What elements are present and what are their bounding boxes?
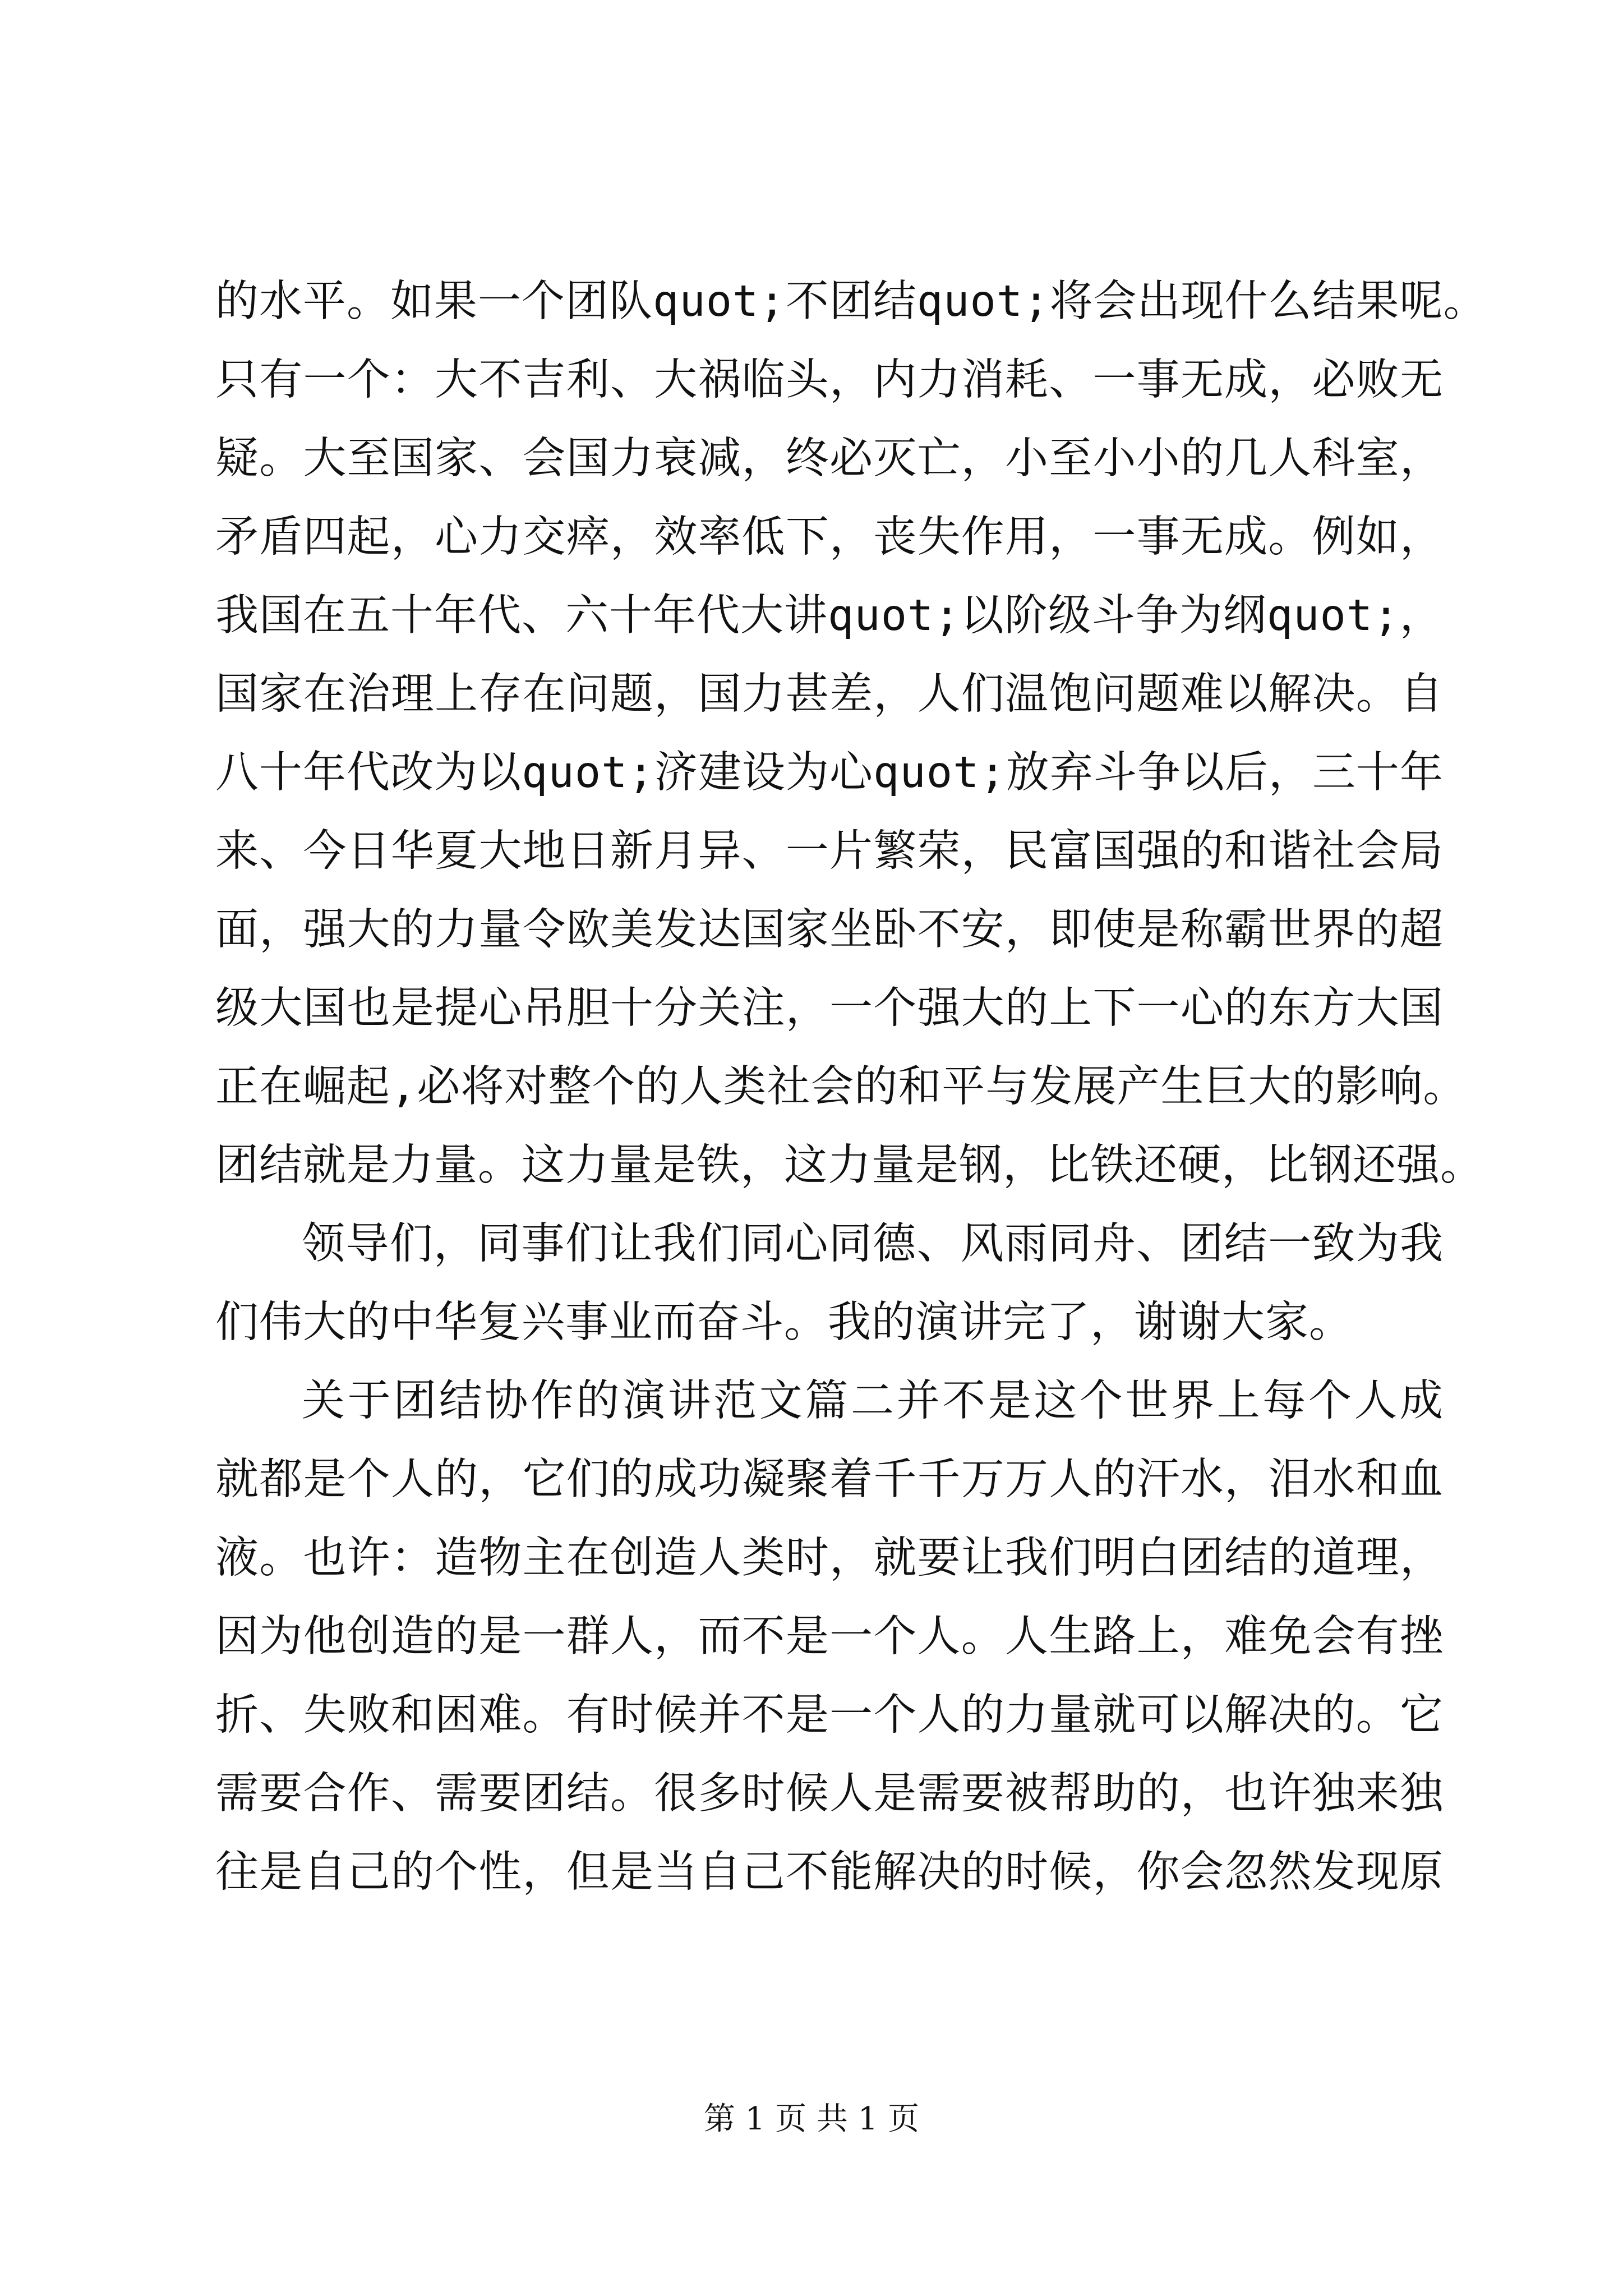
text-line: 疑。大至国家、会国力衰减，终必灭亡，小至小小的几人科室， bbox=[215, 434, 1444, 484]
page-number-footer: 第 1 页 共 1 页 bbox=[703, 2101, 920, 2137]
text-line: 只有一个：大不吉利、大祸临头，内力消耗、一事无成，必败无 bbox=[215, 355, 1444, 405]
text-line: 级大国也是提心吊胆十分关注，一个强大的上下一心的东方大国 bbox=[215, 983, 1444, 1033]
text-line: 液。也许：造物主在创造人类时，就要让我们明白团结的道理， bbox=[215, 1533, 1444, 1583]
text-line: 矛盾四起，心力交瘁，效率低下，丧失作用，一事无成。例如， bbox=[215, 512, 1444, 562]
text-line: 因为他创造的是一群人，而不是一个人。人生路上，难免会有挫 bbox=[215, 1612, 1444, 1662]
text-line: 需要合作、需要团结。很多时候人是需要被帮助的，也许独来独 bbox=[215, 1769, 1444, 1819]
text-line: 八十年代改为以quot;济建设为心quot;放弃斗争以后，三十年 bbox=[215, 748, 1444, 798]
text-line: 就都是个人的，它们的成功凝聚着千千万万人的汗水，泪水和血 bbox=[215, 1455, 1444, 1504]
text-line: 国家在治理上存在问题，国力甚差，人们温饱问题难以解决。自 bbox=[215, 669, 1444, 719]
text-line: 往是自己的个性，但是当自己不能解决的时候，你会忽然发现原 bbox=[215, 1847, 1444, 1897]
text-line: 我国在五十年代、六十年代大讲quot;以阶级斗争为纲quot;， bbox=[215, 591, 1444, 641]
paragraph-first-line: 领导们，同事们让我们同心同德、风雨同舟、团结一致为我 bbox=[302, 1219, 1444, 1269]
text-line: 正在崛起,必将对整个的人类社会的和平与发展产生巨大的影响。 bbox=[215, 1062, 1467, 1112]
text-line: 来、今日华夏大地日新月异、一片繁荣，民富国强的和谐社会局 bbox=[215, 826, 1444, 876]
text-line: 的水平。如果一个团队quot;不团结quot;将会出现什么结果呢。 bbox=[215, 277, 1487, 326]
document-body bbox=[215, 263, 1487, 1912]
paragraph-first-line: 关于团结协作的演讲范文篇二并不是这个世界上每个人成 bbox=[302, 1376, 1444, 1426]
text-line: 面，强大的力量令欧美发达国家坐卧不安，即使是称霸世界的超 bbox=[215, 905, 1444, 955]
text-line: 团结就是力量。这力量是铁，这力量是钢，比铁还硬，比钢还强。 bbox=[215, 1140, 1484, 1190]
text-line: 们伟大的中华复兴事业而奋斗。我的演讲完了，谢谢大家。 bbox=[215, 1297, 1353, 1347]
text-line: 折、失败和困难。有时候并不是一个人的力量就可以解决的。它 bbox=[215, 1690, 1444, 1740]
